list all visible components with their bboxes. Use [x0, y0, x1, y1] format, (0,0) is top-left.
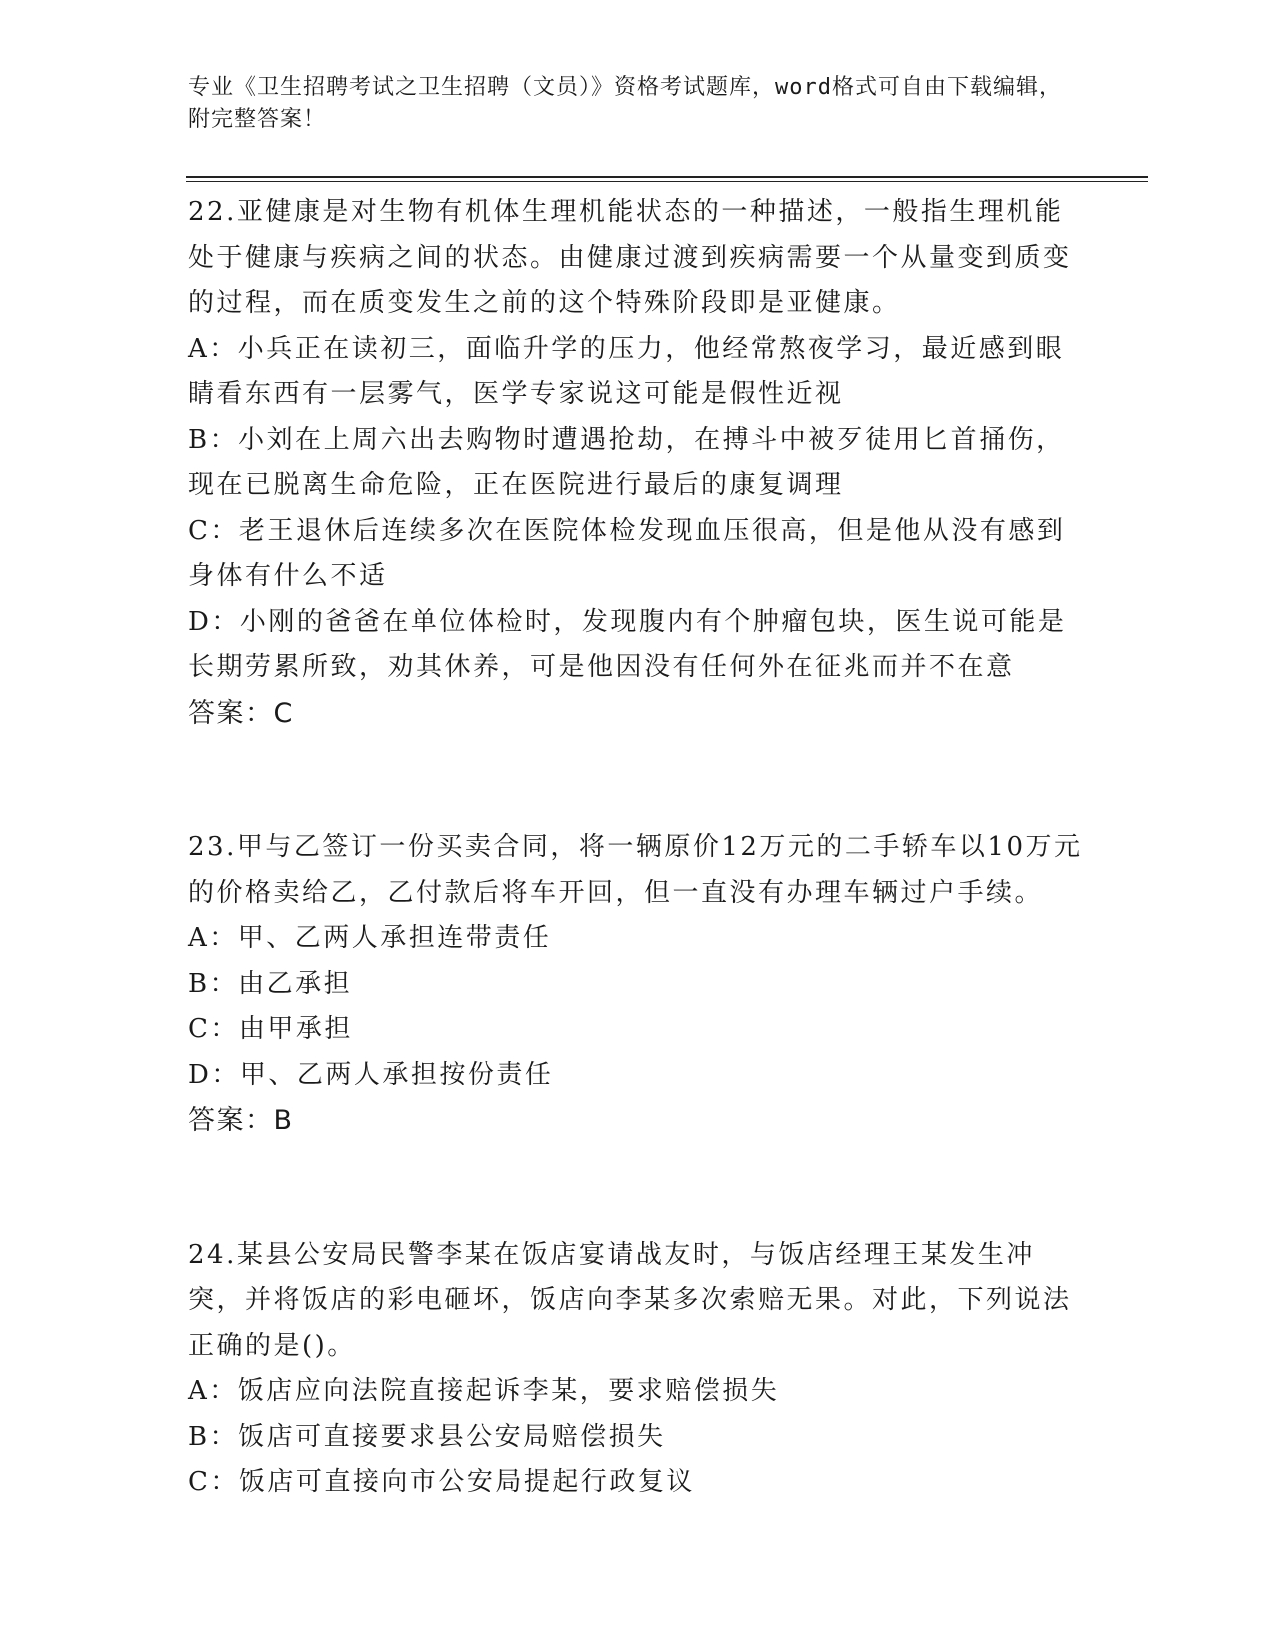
question-list — [188, 190, 1088, 1506]
option-a: A：小兵正在读初三，面临升学的压力，他经常熬夜学习，最近感到眼睛看东西有一层雾气，医学专家说这可能是假性近视 — [188, 333, 1065, 409]
question-22 — [188, 190, 1088, 736]
option-b: B：饭店可直接要求县公安局赔偿损失 — [188, 1421, 666, 1452]
option-d: D：小刚的爸爸在单位体检时，发现腹内有个肿瘤包块，医生说可能是长期劳累所致，劝其休养，可是他因没有任何外在征兆而并不在意 — [188, 606, 1067, 682]
option-c: C：饭店可直接向市公安局提起行政复议 — [188, 1467, 695, 1497]
option-c: C：由甲承担 — [188, 1014, 353, 1044]
option-b: B：小刘在上周六出去购物时遭遇抢劫，在搏斗中被歹徒用匕首捅伤，现在已脱离生命危险，正在医院进行最后的康复调理 — [188, 424, 1065, 500]
question-23 — [188, 825, 1088, 1144]
answer-line: 答案：B — [188, 1105, 294, 1136]
question-stem: 22.亚健康是对生物有机体生理机能状态的一种描述，一般指生理机能处于健康与疾病之间的状态。由健康过渡到疾病需要一个从量变到质变的过程，而在质变发生之前的这个特殊阶段即是亚健康。 — [188, 197, 1072, 318]
question-stem: 23.甲与乙签订一份买卖合同，将一辆原价12万元的二手轿车以10万元的价格卖给乙，乙付款后将车开回，但一直没有办理车辆过户手续。 — [188, 832, 1083, 908]
question-24 — [188, 1233, 1088, 1506]
option-c: C：老王退休后连续多次在医院体检发现血压很高，但是他从没有感到身体有什么不适 — [188, 515, 1066, 591]
option-a: A：饭店应向法院直接起诉李某，要求赔偿损失 — [188, 1376, 780, 1406]
question-stem: 24.某县公安局民警李某在饭店宴请战友时，与饭店经理王某发生冲突，并将饭店的彩电砸坏，饭店向李某多次索赔无果。对此，下列说法正确的是()。 — [188, 1239, 1072, 1361]
question-spacer — [188, 1144, 1088, 1233]
document-header: 专业《卫生招聘考试之卫生招聘（文员）》资格考试题库，word格式可自由下载编辑，附完整答案！ — [188, 75, 1062, 132]
header-divider — [186, 176, 1148, 182]
question-spacer — [188, 736, 1088, 825]
answer-line: 答案：C — [188, 697, 294, 729]
option-a: A：甲、乙两人承担连带责任 — [188, 923, 552, 953]
option-b: B：由乙承担 — [188, 968, 353, 999]
option-d: D：甲、乙两人承担按份责任 — [188, 1059, 554, 1090]
